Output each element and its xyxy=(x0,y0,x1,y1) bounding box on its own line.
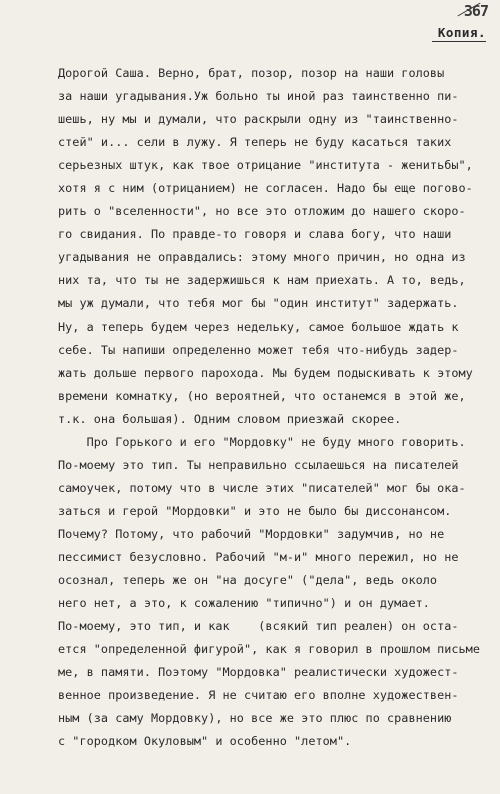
text-line: пессимист безусловно. Рабочий "м-и" много пережил, но не xyxy=(58,549,459,564)
letter-body xyxy=(58,62,478,753)
copy-stamp: Копия. xyxy=(437,25,486,40)
text-line: с "городком Окуловым" и особенно "летом". xyxy=(58,734,352,749)
text-line: рить о "вселенности", но все это отложим до нашего скоро- xyxy=(58,204,466,219)
text-line: ным (за саму Мордовку), но все же это плюс по сравнению xyxy=(58,711,452,726)
text-line: осознал, теперь же он "на досуге" ("дела", ведь около xyxy=(58,573,438,588)
text-line: хотя я с ним (отрицанием) не согласен. Надо бы еще погово- xyxy=(58,181,473,196)
text-line: серьезных штук, как твое отрицание "института - женитьбы", xyxy=(58,158,473,173)
text-line: т.к. она большая). Одним словом приезжай скорее. xyxy=(58,411,402,426)
text-line: него нет, а это, к сожалению "типично") и он думает. xyxy=(58,596,430,611)
text-line: шешь, ну мы и думали, что раскрыли одну из "таинственно- xyxy=(58,112,459,127)
text-line: заться и герой "Мордовки" и это не было бы диссонансом. xyxy=(58,503,452,518)
text-line: времени комнатку, (но вероятней, что останемся в этой же, xyxy=(58,388,466,403)
text-line: за наши угадывания.Уж больно ты иной раз таинственно пи- xyxy=(58,89,459,104)
text-line: жать дольше первого парохода. Мы будем подыскивать к этому xyxy=(58,365,473,380)
text-line: Про Горького и его "Мордовку" не буду много говорить. xyxy=(58,434,466,449)
copy-stamp-underline xyxy=(432,41,486,42)
text-line: ется "определенной фигурой", как я говорил в прошлом письме xyxy=(58,642,480,657)
text-line: По-моему это тип. Ты неправильно ссылаешься на писателей xyxy=(58,457,459,472)
text-line: Ну, а теперь будем через недельку, самое большое ждать к xyxy=(58,319,459,334)
text-line: себе. Ты напиши определенно может тебя что-нибудь задер- xyxy=(58,342,459,357)
text-line: Почему? Потому, что рабочий "Мордовки" задумчив, но не xyxy=(58,526,445,541)
text-line: стей" и... сели в лужу. Я теперь не буду касаться таких xyxy=(58,135,452,150)
text-line: мы уж думали, что тебя мог бы "один институт" задержать. xyxy=(58,296,459,311)
text-line: них та, что ты не задержишься к нам приехать. А то, ведь, xyxy=(58,273,466,288)
text-line: Дорогой Саша. Верно, брат, позор, позор на наши головы xyxy=(58,66,445,80)
text-line: По-моему, это тип, и как (всякий тип реален) он оста- xyxy=(58,619,459,634)
text-line: ме, в памяти. Поэтому "Мордовка" реалистически художест- xyxy=(58,665,459,680)
page-number: 367 xyxy=(463,2,488,20)
text-line: го свидания. По правде-то говоря и слава богу, что наши xyxy=(58,227,452,242)
text-line: самоучек, потому что в числе этих "писателей" мог бы ока- xyxy=(58,480,466,495)
text-line: угадывания не оправдались: этому много причин, но одна из xyxy=(58,250,466,265)
text-line: венное произведение. Я не считаю его вполне художествен- xyxy=(58,688,459,703)
